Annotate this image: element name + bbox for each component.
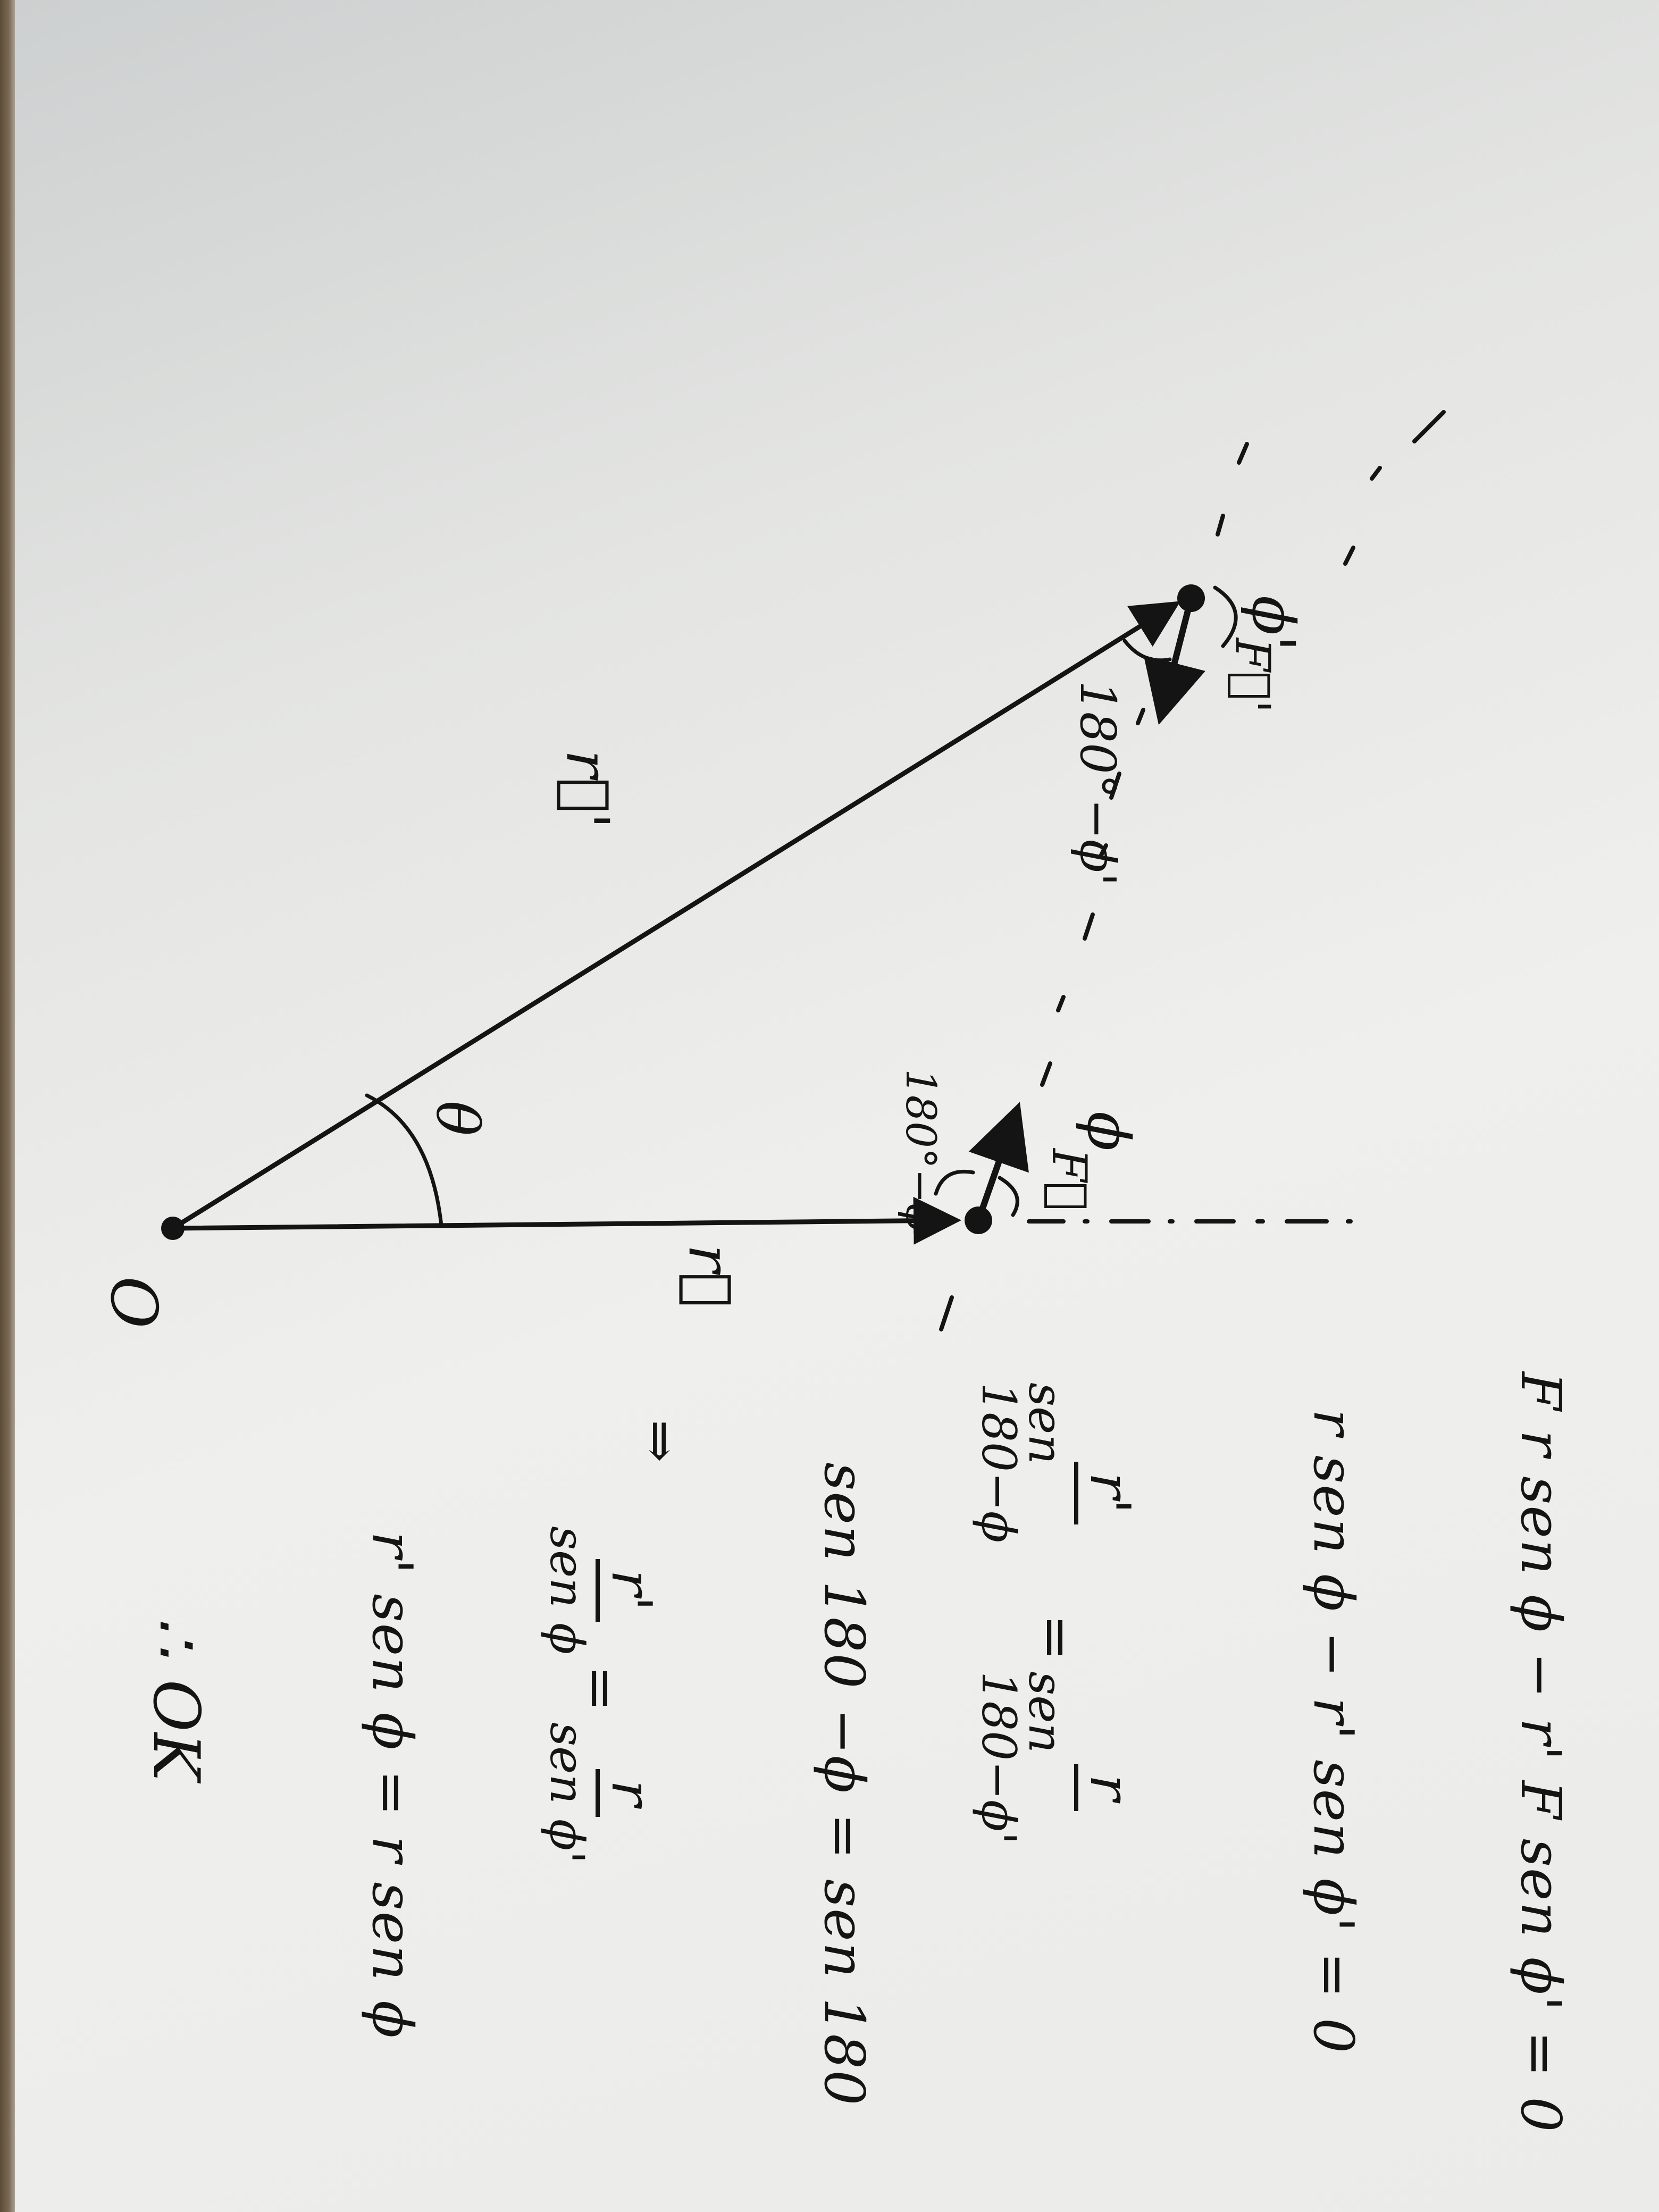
vector-r-prime-label: r⃗' xyxy=(554,750,622,829)
law-of-sines-right xyxy=(971,1671,1143,1904)
equation-line-2: r sen ϕ − r' sen ϕ' = 0 xyxy=(1301,1409,1366,2055)
fraction-denominator: sen 180−ϕ' xyxy=(971,1671,1073,1845)
sine-ratio xyxy=(540,1526,664,1864)
theta-label: θ xyxy=(423,1101,491,1136)
fraction-denominator: sen ϕ xyxy=(540,1526,594,1655)
angle-phi-label: ϕ xyxy=(1075,1111,1143,1151)
equals-sign: = xyxy=(569,1665,634,1712)
force-f-prime-arrow xyxy=(1162,598,1191,713)
angle-180-phi-prime-label: 180°−ϕ' xyxy=(1069,681,1126,886)
vector-r-line xyxy=(173,1220,952,1228)
conclusion-ok: ∴ OK xyxy=(139,1616,213,1782)
force-f-arrow xyxy=(978,1114,1016,1220)
equation-line-4: sen 180 −ϕ = sen 180 xyxy=(812,1462,877,2107)
equation-line-1: F r sen ϕ − r' F sen ϕ' = 0 xyxy=(1509,1372,1573,2133)
law-of-sines xyxy=(971,1382,1143,1904)
fraction-numerator: r xyxy=(596,1769,659,1817)
law-of-sines-left xyxy=(971,1382,1143,1604)
angle-180-phi-label: 180°−ϕ xyxy=(896,1069,944,1232)
force-f-prime-label: F⃗' xyxy=(1225,638,1280,714)
equation-line-6: r' sen ϕ = r sen ϕ xyxy=(360,1531,425,2040)
fraction-numerator: r' xyxy=(596,1559,659,1622)
origin-point xyxy=(161,1217,185,1240)
vector-r-prime-line xyxy=(173,606,1172,1228)
fraction-numerator: r' xyxy=(1074,1462,1138,1524)
vector-r-label: r⃗ xyxy=(676,1244,744,1308)
sine-ratio-right xyxy=(540,1722,664,1864)
angle-arc-180-phi-prime xyxy=(1125,641,1170,660)
force-f-label: F⃗ xyxy=(1041,1149,1097,1211)
angle-arc-phi xyxy=(1000,1178,1017,1215)
implies-arrow: ⇒ xyxy=(631,1420,690,1463)
fraction-denominator: sen ϕ' xyxy=(540,1722,594,1864)
origin-label: O xyxy=(96,1276,170,1329)
sine-ratio-left xyxy=(540,1526,664,1655)
fraction-numerator: r xyxy=(1074,1764,1138,1812)
equals-sign: = xyxy=(1024,1614,1089,1661)
fraction-denominator: sen 180−ϕ xyxy=(971,1382,1073,1543)
angle-phi-prime-label: ϕ' xyxy=(1239,596,1308,652)
angle-arc-phi-prime xyxy=(1215,588,1236,646)
